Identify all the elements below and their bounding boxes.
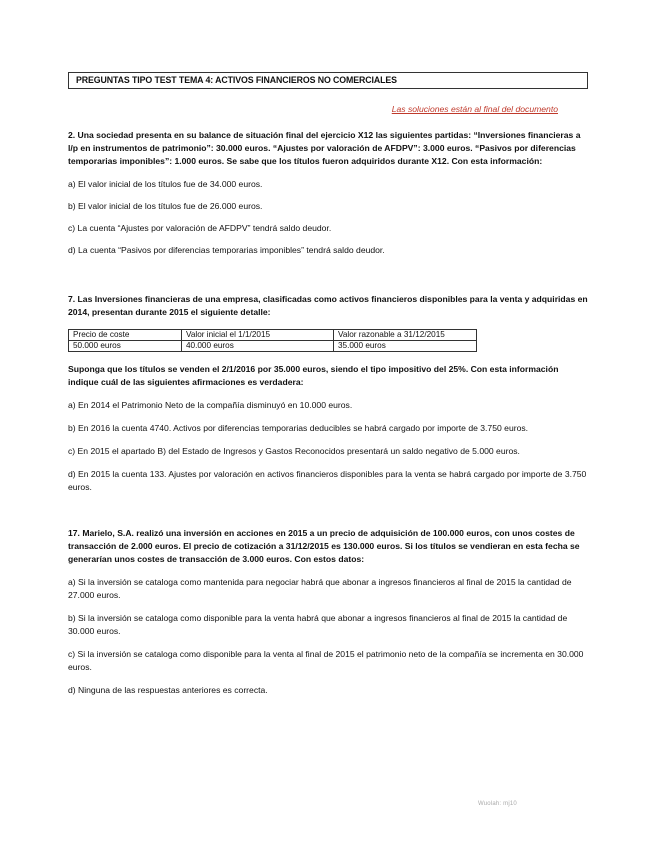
question-17-option-a: a) Si la inversión se cataloga como mantenida para negociar habrá que abonar a ingresos financieros al final de 2015 la cantidad de 27.000 euros. <box>68 577 572 600</box>
table-cell: 50.000 euros <box>69 341 182 352</box>
question-7-text-2: Suponga que los títulos se venden el 2/1/2016 por 35.000 euros, siendo el tipo impositivo del 25%. Con esta información indique cuál de las siguientes afirmaciones es verdadera: <box>68 364 559 387</box>
table-header-row <box>69 330 477 341</box>
question-2-option-c: c) La cuenta “Ajustes por valoración de AFDPV” tendrá saldo deudor. <box>68 223 332 233</box>
solutions-note: Las soluciones están al final del documento <box>391 104 558 114</box>
document-page <box>68 72 588 697</box>
question-7-option-a: a) En 2014 el Patrimonio Neto de la compañía disminuyó en 10.000 euros. <box>68 400 353 410</box>
table-header-cell: Valor inicial el 1/1/2015 <box>182 330 334 341</box>
table-row <box>69 341 477 352</box>
table-header-cell: Precio de coste <box>69 330 182 341</box>
question-7-text: 7. Las Inversiones financieras de una empresa, clasificadas como activos financieros disponibles para la venta y adquiridas en 2014, presentan durante 2015 el siguiente detalle: <box>68 294 588 317</box>
question-2-option-d: d) La cuenta “Pasivos por diferencias temporarias imponibles” tendrá saldo deudor. <box>68 245 385 255</box>
question-7-option-b: b) En 2016 la cuenta 4740. Activos por diferencias temporarias deducibles se habrá cargado por importe de 3.750 euros. <box>68 423 529 433</box>
question-2-option-a: a) El valor inicial de los títulos fue de 34.000 euros. <box>68 179 263 189</box>
question-17-option-c: c) Si la inversión se cataloga como disponible para la venta al final de 2015 el patrimonio neto de la compañía se incrementa en 30.000 euros. <box>68 649 584 672</box>
table-cell: 40.000 euros <box>182 341 334 352</box>
table-header-cell: Valor razonable a 31/12/2015 <box>334 330 477 341</box>
table-cell: 35.000 euros <box>334 341 477 352</box>
question-2-text: 2. Una sociedad presenta en su balance de situación final del ejercicio X12 las siguientes partidas: “Inversiones financieras a l/p en instrumentos de patrimonio”: 30.000 euros. “Ajustes por valoración de AFDPV”: 3.000 euros. “Pasivos por diferencias temporarias imponibles”: 1.000 euros. Se sabe que los títulos fueron adquiridos durante X12. Con esta información: <box>68 130 581 166</box>
question-7-option-c: c) En 2015 el apartado B) del Estado de Ingresos y Gastos Reconocidos presentará un saldo negativo de 5.000 euros. <box>68 446 520 456</box>
question-17-text: 17. Marielo, S.A. realizó una inversión en acciones en 2015 a un precio de adquisición de 100.000 euros, con unos costes de transacción de 2.000 euros. El precio de cotización a 31/12/2015 es 130.000 euros. Si los títulos se vendieran en esta fecha se generarían unos costes de transacción de 3.000 euros. Con estos datos: <box>68 528 580 564</box>
question-7-option-d: d) En 2015 la cuenta 133. Ajustes por valoración en activos financieros disponibles para la venta se habrá cargado por importe de 3.750 euros. <box>68 469 587 492</box>
watermark: Wuolah: mj10 <box>478 801 517 807</box>
detail-table <box>68 329 477 352</box>
question-17-option-d: d) Ninguna de las respuestas anteriores es correcta. <box>68 685 268 695</box>
document-title: PREGUNTAS TIPO TEST TEMA 4: ACTIVOS FINANCIEROS NO COMERCIALES <box>68 72 588 89</box>
question-17-option-b: b) Si la inversión se cataloga como disponible para la venta habrá que abonar a ingresos financieros al final de 2015 la cantidad de 30.000 euros. <box>68 613 568 636</box>
question-2-option-b: b) El valor inicial de los títulos fue de 26.000 euros. <box>68 201 263 211</box>
